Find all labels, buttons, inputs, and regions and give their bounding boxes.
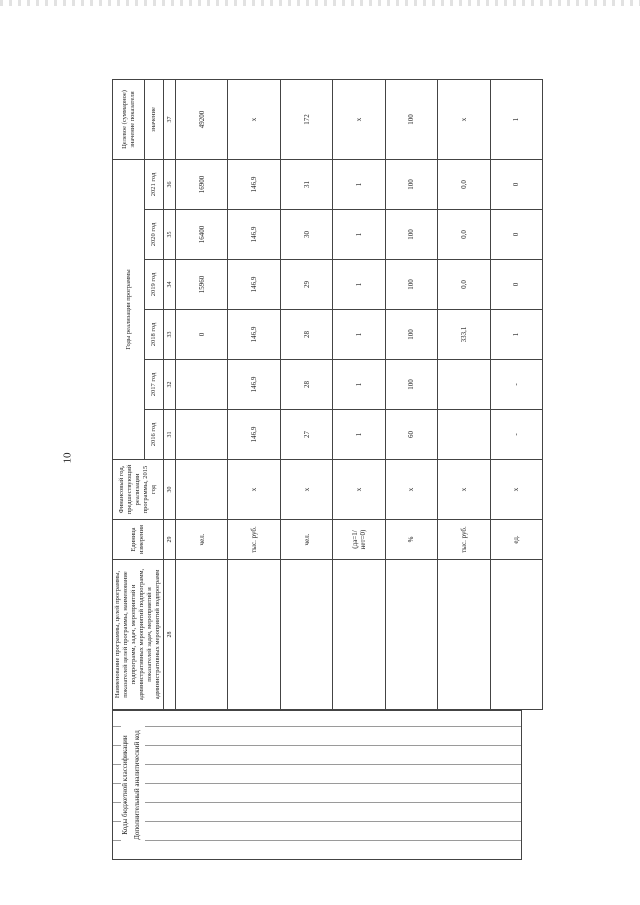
table-row	[438, 79, 490, 709]
table-body	[176, 79, 543, 709]
header-target-value: значение	[145, 79, 164, 159]
base-year-cell: х	[333, 460, 385, 520]
year-value-cell: 100	[385, 260, 437, 310]
year-value-cell: 1	[333, 410, 385, 460]
unit-cell: (да=1/нет=0)	[333, 520, 385, 560]
column-number: 37	[164, 79, 176, 159]
target-value-cell: 1	[490, 79, 542, 159]
unit-cell: чел.	[176, 520, 228, 560]
column-number: 33	[164, 310, 176, 360]
year-value-cell: 100	[385, 360, 437, 410]
program-table-sheet	[112, 80, 522, 860]
indicator-name	[228, 560, 280, 710]
unit-cell: тыс. руб.	[228, 520, 280, 560]
year-value-cell: 1	[333, 159, 385, 209]
target-value-cell: 100	[385, 79, 437, 159]
year-value-cell: 146,9	[228, 210, 280, 260]
header-unit: Единица измерения	[113, 520, 164, 560]
year-value-cell: 60	[385, 410, 437, 460]
column-number: 34	[164, 260, 176, 310]
year-value-cell: 0	[490, 159, 542, 209]
header-year-2017: 2017 год	[145, 360, 164, 410]
year-value-cell	[176, 360, 228, 410]
year-value-cell: 100	[385, 159, 437, 209]
year-value-cell: 146,9	[228, 310, 280, 360]
scan-edge	[0, 0, 640, 6]
year-value-cell: 1	[333, 360, 385, 410]
table-row	[333, 79, 385, 709]
year-value-cell: 30	[280, 210, 332, 260]
year-value-cell: 100	[385, 210, 437, 260]
header-year-2020: 2020 год	[145, 210, 164, 260]
indicator-name	[438, 560, 490, 710]
unit-cell: тыс. руб.	[438, 520, 490, 560]
column-number: 32	[164, 360, 176, 410]
year-value-cell: 0,0	[438, 210, 490, 260]
header-year-2018: 2018 год	[145, 310, 164, 360]
year-value-cell: 0	[490, 210, 542, 260]
column-number: 29	[164, 520, 176, 560]
year-value-cell: 1	[333, 310, 385, 360]
target-value-cell: 49200	[176, 79, 228, 159]
year-value-cell: 27	[280, 410, 332, 460]
unit-cell: чел.	[280, 520, 332, 560]
header-base-year: Финансовый год, предшествующий реализации программы, 2015 год	[113, 460, 164, 520]
year-value-cell: 100	[385, 310, 437, 360]
header-year-2019: 2019 год	[145, 260, 164, 310]
year-value-cell: 146,9	[228, 260, 280, 310]
year-value-cell	[438, 410, 490, 460]
year-value-cell: 28	[280, 360, 332, 410]
column-number: 35	[164, 210, 176, 260]
year-value-cell: 146,9	[228, 159, 280, 209]
column-number-row	[164, 79, 176, 709]
table-row	[228, 79, 280, 709]
table-row	[385, 79, 437, 709]
indicator-name	[176, 560, 228, 710]
year-value-cell: 1	[333, 260, 385, 310]
header-target-group: Целевое (суммарное) значение показателя	[113, 79, 145, 159]
indicator-name	[280, 560, 332, 710]
column-number: 31	[164, 410, 176, 460]
target-value-cell: х	[438, 79, 490, 159]
base-year-cell: х	[438, 460, 490, 520]
year-value-cell: 333,1	[438, 310, 490, 360]
header-row-1	[113, 79, 145, 709]
classification-codes-caption	[121, 715, 145, 855]
table-row	[176, 79, 228, 709]
year-value-cell: 28	[280, 310, 332, 360]
analytic-code-header: Дополнительный аналитический код	[133, 730, 141, 840]
year-value-cell	[438, 360, 490, 410]
base-year-cell: х	[280, 460, 332, 520]
year-value-cell: 16900	[176, 159, 228, 209]
header-name: Наименование программы, целей программы, показателей целей программы, наименование подпрограмм, задач, мероприятий и административных мероприятий подпрограмм, показателей задач, мероприятий и административных мероприятий подпрограмм	[113, 560, 164, 710]
year-value-cell: -	[490, 360, 542, 410]
unit-cell: ед.	[490, 520, 542, 560]
indicator-name	[385, 560, 437, 710]
year-value-cell: 31	[280, 159, 332, 209]
year-value-cell: 15960	[176, 260, 228, 310]
header-year-2016: 2016 год	[145, 410, 164, 460]
year-value-cell: 146,9	[228, 410, 280, 460]
column-number: 28	[164, 560, 176, 710]
year-value-cell: 0,0	[438, 159, 490, 209]
column-number: 36	[164, 159, 176, 209]
indicator-name	[490, 560, 542, 710]
classification-codes-zone	[112, 710, 522, 860]
year-value-cell: 1	[490, 310, 542, 360]
unit-cell: %	[385, 520, 437, 560]
base-year-cell: х	[385, 460, 437, 520]
header-years-group: Годы реализации программы	[113, 159, 145, 459]
target-value-cell: х	[333, 79, 385, 159]
program-indicators-table	[112, 79, 543, 710]
page-number: 10	[61, 452, 74, 464]
table-row	[280, 79, 332, 709]
year-value-cell: 0,0	[438, 260, 490, 310]
base-year-cell	[176, 460, 228, 520]
budget-codes-header: Коды бюджетной классификации	[121, 735, 129, 835]
base-year-cell: х	[490, 460, 542, 520]
year-value-cell: 0	[490, 260, 542, 310]
column-number: 30	[164, 460, 176, 520]
year-value-cell: 16400	[176, 210, 228, 260]
header-year-2021: 2021 год	[145, 159, 164, 209]
year-value-cell	[176, 410, 228, 460]
year-value-cell: 146,9	[228, 360, 280, 410]
year-value-cell: 1	[333, 210, 385, 260]
target-value-cell: х	[228, 79, 280, 159]
table-row	[490, 79, 542, 709]
year-value-cell: -	[490, 410, 542, 460]
year-value-cell: 29	[280, 260, 332, 310]
year-value-cell: 0	[176, 310, 228, 360]
base-year-cell: х	[228, 460, 280, 520]
indicator-name	[333, 560, 385, 710]
target-value-cell: 172	[280, 79, 332, 159]
